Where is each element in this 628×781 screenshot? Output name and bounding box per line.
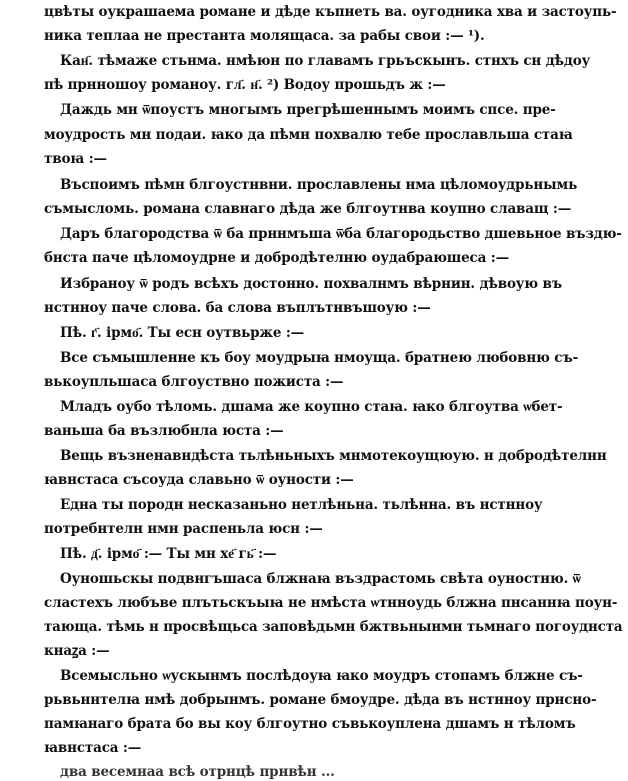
- text-line-8: Въспоимъ пѣмн блгоустнвни. прославлены нма цѣломоудрьнымь: [60, 177, 578, 193]
- text-line-31: ꙗвнстаса :—: [44, 740, 142, 756]
- text-line-32-cut: два весемнаа всѣ отрнцѣ прнвѣн ...: [60, 764, 335, 780]
- text-line-26: тающа. тѣмь н просвѣщьса заповѣдьмн бжтвьнынмн тьмнаго погоуднста: [44, 619, 623, 635]
- text-line-6: моудрость мн подаи. ꙗко да пѣмн похвалю тебе прославльша стаꙗ: [44, 127, 573, 143]
- text-line-21: Една ты породн несказаньно нетлѣньна. тьлѣнна. въ нстнноу: [60, 497, 543, 513]
- text-line-10: Даръ благородства ѿ ба прннмъша ѿба благородьство дшевьное въздю-: [60, 226, 622, 242]
- text-line-11: бнста паче цѣломоудрне и добродѣтелню оудабраюшеса :—: [44, 250, 509, 266]
- text-line-29: рьвьннтелꙗ нмѣ добрынмъ. романе бмоудре. дѣда въ нстнноу прнсно-: [44, 692, 597, 708]
- text-line-16: вькоупльшаса блгоуствно пожиста :—: [44, 374, 344, 390]
- text-line-25: сластехъ любъве плътьскъыꙗ не нмѣста ѡтнноудь блжна пнсаннꙗ поун-: [44, 595, 618, 611]
- text-line-4: пѣ прнношоу романоу. гл҃. н҃. ²) Водоу прошьдъ ж :—: [44, 77, 446, 93]
- text-line-7: твоꙗ :—: [44, 151, 107, 167]
- text-line-13: нстнноу паче слова. ба слова въплътнвъшоую :—: [44, 300, 431, 316]
- text-line-18: ваньша ба възлюбнла юста :—: [44, 423, 284, 439]
- text-line-12: Избраноу ѿ родъ всѣхъ достонно. похвалнмъ вѣрнин. дѣвоую въ: [60, 276, 562, 292]
- text-line-30: памꙗнаго брата бо вы коу блгоутно съвькоуплена дшамъ н тѣломъ: [44, 716, 576, 732]
- text-line-22: потребнтелн нмн распеньла юсн :—: [44, 521, 323, 537]
- text-line-19: Вещь възненавндѣста тьлѣньныхъ мнмотекоущюую. н добродѣтелнн: [60, 448, 607, 464]
- text-line-17: Младъ оубо тѣломь. дшама же коупно стаꙗ. ꙗко блгоутва ѡбет-: [60, 399, 563, 415]
- text-line-24: Оуношьскы подвнгъшаса блжнаꙗ въздрастомь свѣта оуностню. ѿ: [60, 571, 581, 587]
- text-line-28: Всемысльно ѡускынмъ послѣдоуꙗ ꙗко моудръ стопамъ блжне съ-: [60, 668, 583, 684]
- text-line-9: съмысломь. романа славнаго дѣда же блгоутнва коупно славащ :—: [44, 201, 572, 217]
- text-line-1: цвѣты оукрашаема романе и дѣде къпнеть ва. оугодника хва и застоупь-: [44, 4, 617, 20]
- text-line-27: кнаꙁа :—: [44, 643, 110, 659]
- text-line-5: Даждь мн ѿпоустъ многымъ прегрѣшеннымъ моимъ спсе. пре-: [60, 102, 556, 118]
- text-line-15: Все съмышленне къ боу моудрыꙗ нмоуща. братнею любовню съ-: [60, 350, 579, 366]
- text-line-2: ника теплаа не престанта молящаса. за рабы свои :— ¹).: [44, 28, 485, 44]
- text-line-20: ꙗвнстаса съсоуда славьно ѿ оуности :—: [44, 472, 354, 488]
- text-line-14: Пѣ. г҃. ірмо҃. Ты есн оутвьрже :—: [60, 325, 305, 341]
- text-line-23: Пѣ. д҃. ірмо҃ :— Ты мн хе҃ гь҃ :—: [60, 546, 277, 562]
- text-line-3: Кан҃. тѣмаже стьнма. нмѣюн по главамъ грьъскынъ. стнхъ сн дѣдоу: [60, 53, 591, 69]
